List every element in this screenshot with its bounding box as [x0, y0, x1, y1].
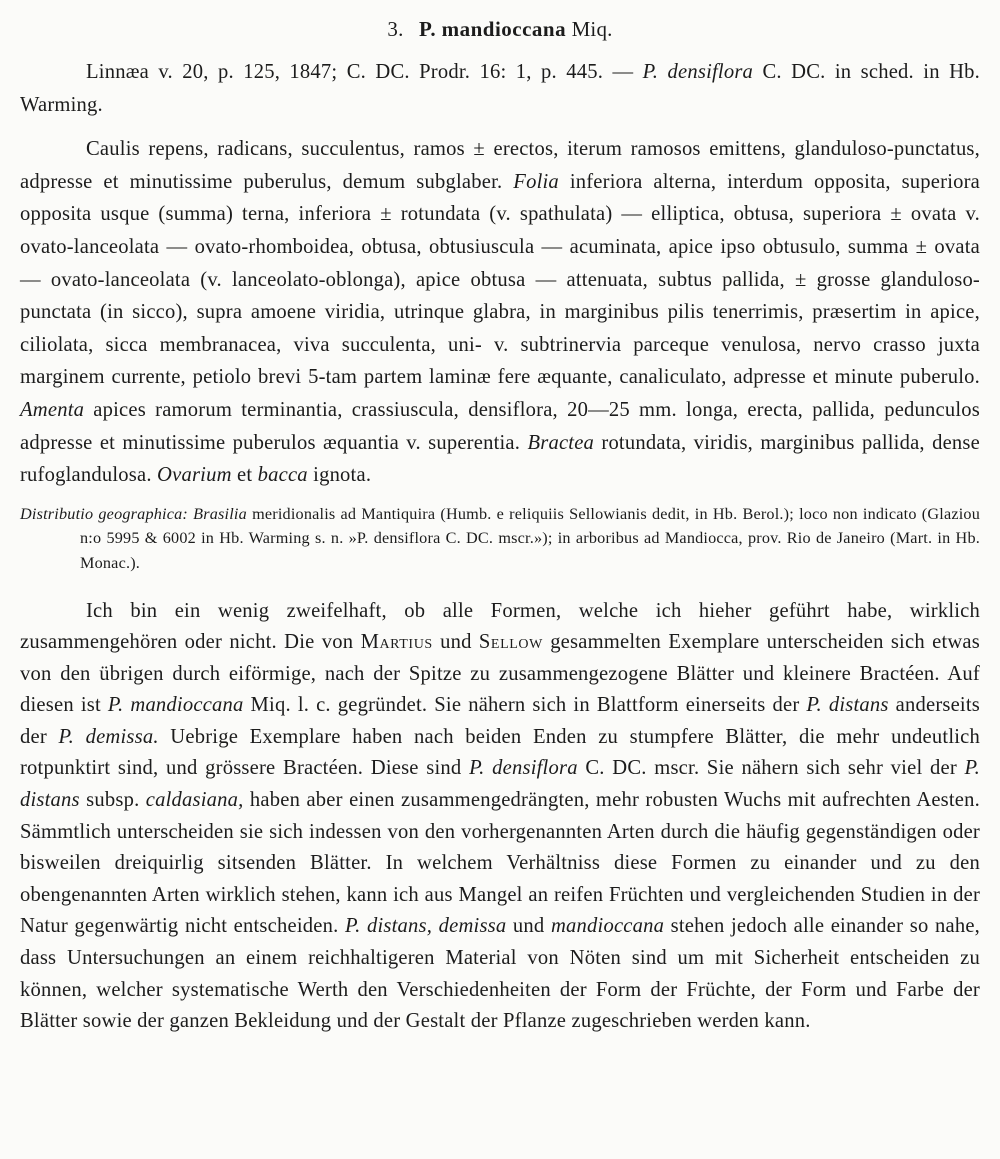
note-text: Ich bin ein wenig zweifelhaft, ob alle Formen, welche ich hieher geführt habe, wirklich zusammengehören oder nicht. Die von [20, 599, 980, 654]
distribution-region: Brasilia [193, 504, 247, 523]
taxon-name: mandioccana [550, 915, 665, 938]
note-text: anderseits der [20, 694, 980, 748]
citation-text: Linnæa v. 20, p. 125, 1847; C. DC. Prodr. 16: 1, p. 445. — [86, 61, 643, 83]
note-text: gesammelten Exemplare unterscheiden sich etwas von den übrigen durch eiförmige, nach der Spitze zu zusammengezogene Blätter und kleinere Bractéen. Auf diesen ist [20, 631, 980, 717]
species-author: Miq. [571, 17, 613, 41]
note-text: stehen jedoch alle einander so nahe, dass Untersuchungen an einem reichhaltigeren Material von Nöten sind um mit Sicherheit entscheiden zu können, welcher systematische Werth den Verschiedenheiten der Form der Früchte, der Form und Farbe der Blätter sowie der ganzen Bekleidung und der Gestalt der Pflanze zugeschrieben werden kann. [20, 915, 981, 1033]
description-term: bacca [257, 464, 308, 487]
species-heading [20, 12, 980, 46]
note-text: haben aber einen zusammengedrängten, mehr robusten Wuchs mit aufrechten Aesten. Sämmtlich unterscheiden sie sich indessen von den vorhergenannten Arten durch die häufig gegenständigen oder bisweilen dreiquirlig sitsenden Blätter. In welchem Verhältniss diese Formen zu einander und zu den obengenannten Arten wirklich stehen, kann ich aus Mangel an reifen Früchten und vergleichenden Studien in der Natur gegenwärtig nicht entscheiden. [20, 789, 980, 938]
description-text: Caulis repens, radicans, succulentus, ramos ± erectos, iterum ramosos emittens, glanduloso-punctatus, adpresse et minutissime puberulus, demum subglaber. [20, 138, 980, 193]
description-paragraph [20, 133, 980, 492]
description-term: Bractea [527, 431, 595, 454]
distribution-text: meridionalis ad Mantiquira (Humb. e reliquiis Sellowianis dedit, in Hb. Berol.); loco non indicato (Glaziou n:o 5995 & 6002 in Hb. Warming s. n. »P. densiflora C. DC. mscr.»); in arboribus ad Mandiocca, prov. Rio de Janeiro (Mart. in Hb. Monac.). [80, 504, 981, 572]
note-text: subsp. [79, 789, 146, 812]
taxon-name: P. distans, demissa [344, 915, 507, 938]
description-term: Folia [513, 170, 559, 193]
description-text: inferiora alterna, interdum opposita, superiora opposita usque (summa) terna, inferiora ± rotundata (v. spathulata) — elliptica, obtusa, superiora ± ovata v. ovato-lanceolata — ovato-rhomboidea, obtusa, obtusiuscula — acuminata, apice ipso obtusulo, summa ± ovata — ovato-lanceolata (v. lanceolato-oblonga), apice obtusa — attenuata, subtus pallida, ± grosse glanduloso-punctata (in sicco), supra amoene viridia, utrinque glabra, in marginibus pilis tenerrimis, præsertim in apice, ciliolata, sicca membranacea, viva succulenta, uni- v. subtrinervia parceque venulosa, nervo crasso juxta marginem currente, petiolo brevi 5-tam partem laminæ fere æquante, canaliculato, adpresse et minute puberulo. [20, 170, 981, 389]
distribution-paragraph [20, 502, 980, 576]
note-text: Uebrige Exemplare haben nach beiden Enden zu stumpfere Blätter, die mehr undeutlich rotpunktirt sind, und grössere Bractéen. Diese sind [20, 725, 980, 780]
note-text: C. DC. mscr. Sie nähern sich sehr viel der [577, 757, 965, 780]
note-text: und [432, 631, 479, 654]
note-paragraph [20, 596, 980, 1038]
taxon-name: P. densiflora [469, 757, 578, 780]
taxon-name: P. demissa. [58, 725, 159, 748]
taxon-name: P. mandioccana [107, 694, 244, 717]
taxon-name: P. distans [806, 694, 889, 717]
taxon-name: caldasiana, [145, 789, 244, 812]
note-text: Miq. l. c. gegründet. Sie nähern sich in Blattform einerseits der [243, 694, 807, 717]
description-term: Ovarium [157, 464, 232, 487]
citation-paragraph [20, 56, 980, 121]
note-text: und [506, 915, 551, 938]
description-text: et [231, 464, 258, 487]
citation-text: C. DC. in sched. in Hb. Warming. [20, 61, 981, 116]
collector-name: Martius [360, 631, 433, 654]
description-text: apices ramorum terminantia, crassiuscula, densiflora, 20—25 mm. longa, erecta, pallida, pedunculos adpresse et minutissime puberulos æquantia v. superentia. [20, 398, 980, 454]
distribution-label: Distributio geographica: [20, 504, 189, 523]
taxon-name: P. distans [20, 757, 981, 812]
citation-synonym: P. densiflora [642, 61, 754, 83]
description-text: rotundata, viridis, marginibus pallida, dense rufoglandulosa. [20, 431, 980, 487]
description-text: ignota. [307, 464, 372, 487]
species-genus: P. [418, 17, 437, 41]
description-term: Amenta [20, 398, 85, 421]
collector-name: Sellow [478, 631, 543, 654]
species-number: 3. [387, 17, 404, 41]
species-epithet: mandioccana [441, 17, 567, 41]
